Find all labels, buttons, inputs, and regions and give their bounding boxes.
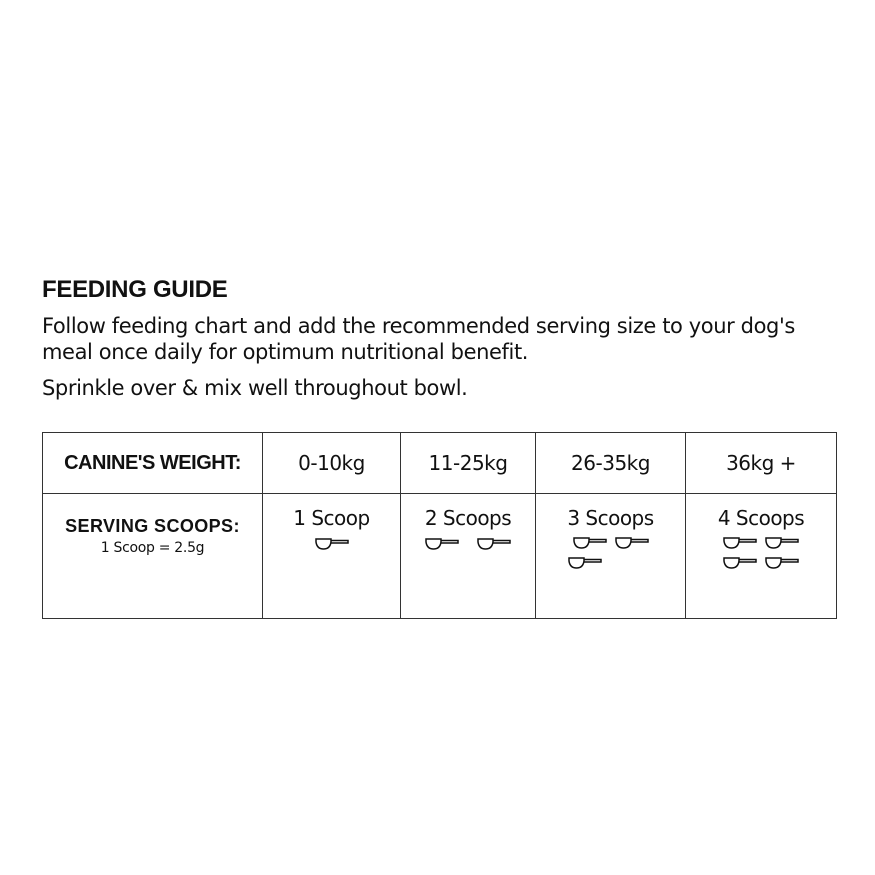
measuring-scoop-icon bbox=[721, 532, 759, 552]
scoop-icons bbox=[263, 532, 400, 554]
serving-cell bbox=[263, 494, 401, 619]
serving-header: SERVING SCOOPS: bbox=[65, 516, 240, 536]
scoop-icon-row bbox=[686, 552, 836, 572]
feeding-chart bbox=[42, 432, 837, 619]
weight-header: CANINE'S WEIGHT: bbox=[43, 433, 263, 494]
serving-cell bbox=[401, 494, 536, 619]
serving-label: 4 Scoops bbox=[717, 506, 805, 530]
feeding-guide-title: FEEDING GUIDE bbox=[42, 276, 228, 303]
measuring-scoop-icon bbox=[571, 532, 609, 552]
measuring-scoop-icon bbox=[423, 533, 461, 553]
scoop-icon-row bbox=[263, 532, 400, 554]
scoop-icon-row bbox=[536, 532, 685, 552]
measuring-scoop-icon bbox=[763, 532, 801, 552]
scoop-icons bbox=[686, 532, 836, 572]
measuring-scoop-icon bbox=[763, 552, 801, 572]
scoop-icons bbox=[536, 532, 685, 572]
scoop-icons bbox=[401, 532, 535, 554]
serving-cell bbox=[686, 494, 837, 619]
serving-header-cell bbox=[43, 494, 263, 619]
measuring-scoop-icon bbox=[566, 552, 604, 572]
weight-cell: 36kg + bbox=[686, 433, 837, 494]
scoop-icon-row bbox=[686, 532, 836, 552]
measuring-scoop-icon bbox=[613, 532, 651, 552]
weight-cell: 26-35kg bbox=[536, 433, 686, 494]
serving-cell bbox=[536, 494, 686, 619]
scoop-equivalence: 1 Scoop = 2.5g bbox=[100, 540, 205, 556]
serving-label: 2 Scoops bbox=[424, 506, 512, 530]
scoop-icon-row bbox=[401, 532, 535, 554]
feeding-guide-intro: Follow feeding chart and add the recommended serving size to your dog's meal once daily for optimum nutritional benefit. bbox=[42, 314, 795, 364]
feeding-guide-instruction: Sprinkle over & mix well throughout bowl. bbox=[42, 376, 468, 400]
serving-label: 1 Scoop bbox=[293, 506, 370, 530]
weight-row bbox=[43, 433, 837, 494]
measuring-scoop-icon bbox=[721, 552, 759, 572]
weight-cell: 0-10kg bbox=[263, 433, 401, 494]
measuring-scoop-icon bbox=[475, 533, 513, 553]
serving-label: 3 Scoops bbox=[567, 506, 654, 530]
feeding-guide bbox=[42, 275, 842, 401]
serving-row bbox=[43, 494, 837, 619]
measuring-scoop-icon bbox=[313, 533, 351, 553]
scoop-icon-row bbox=[536, 552, 685, 572]
weight-cell: 11-25kg bbox=[401, 433, 536, 494]
